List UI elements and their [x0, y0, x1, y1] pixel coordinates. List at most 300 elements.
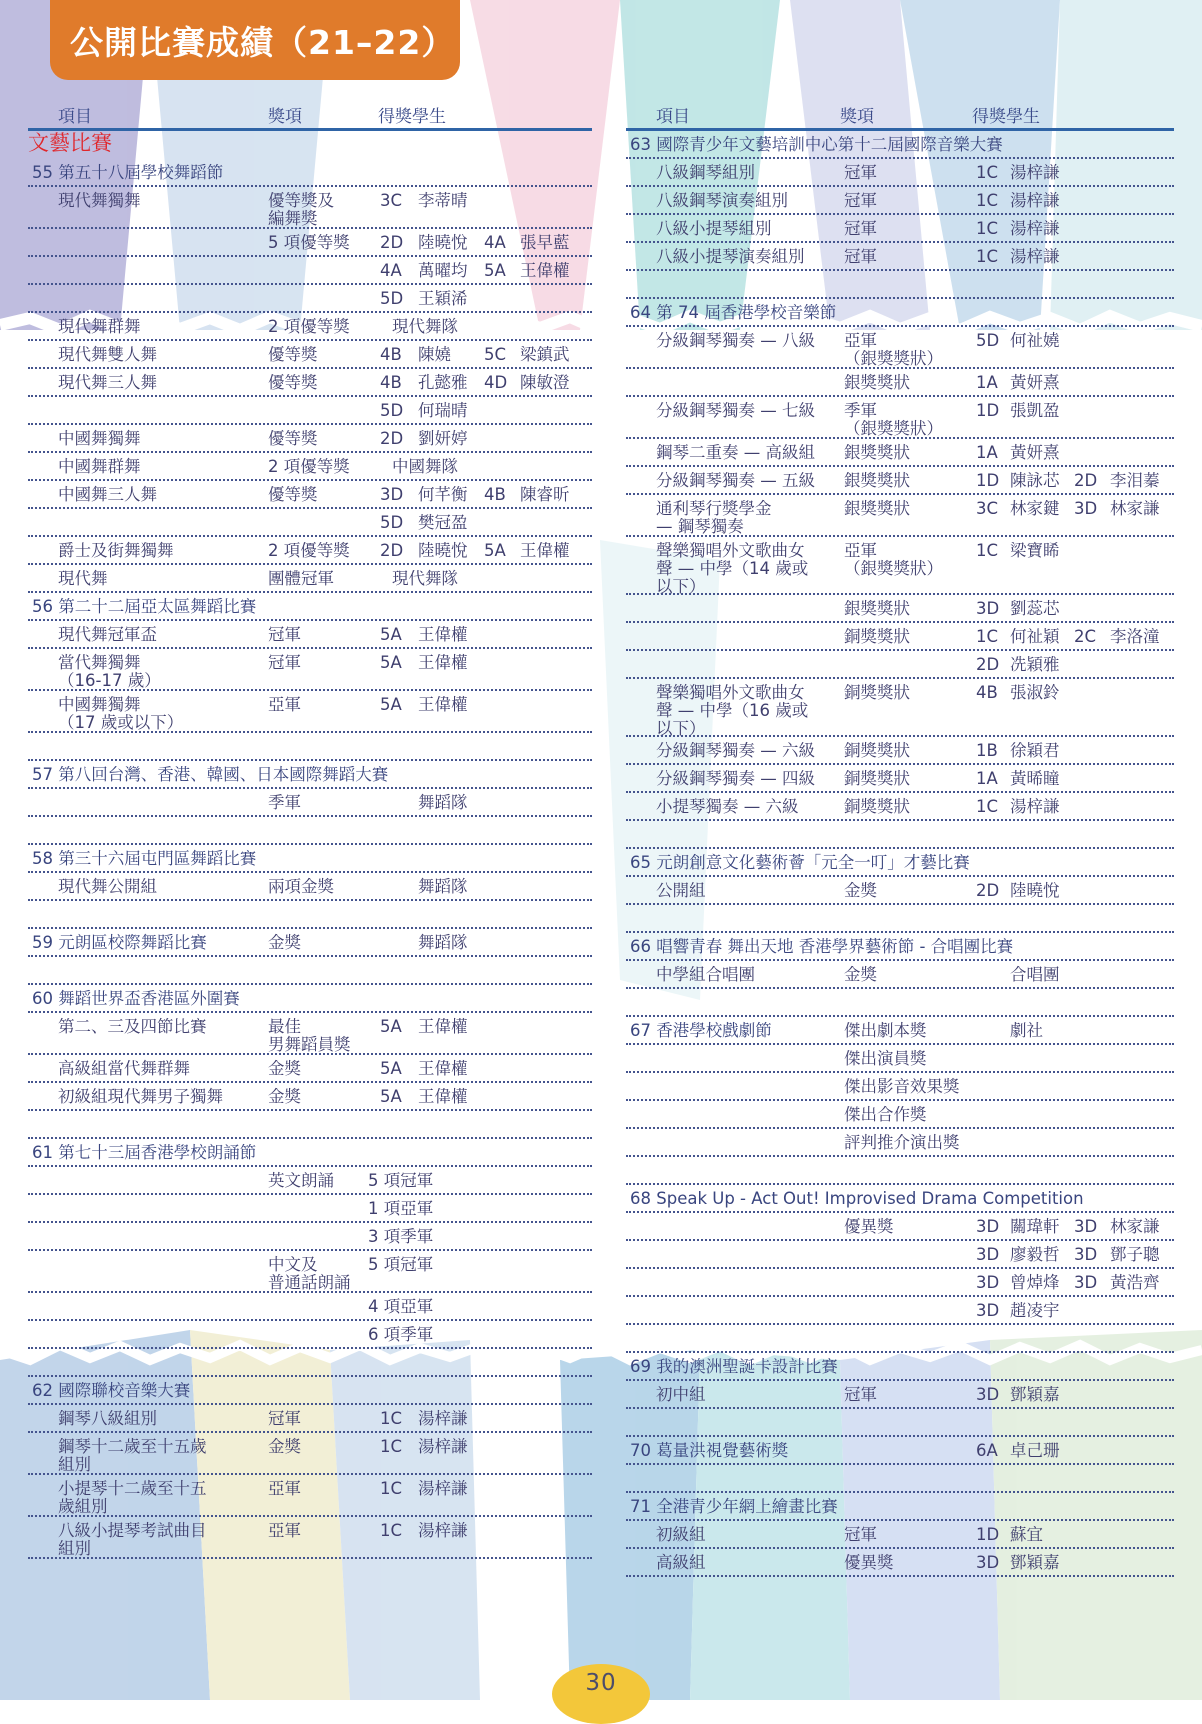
award-name: 優異獎	[844, 1553, 894, 1572]
result-row	[626, 397, 1174, 439]
student-name: 黃妍熹	[1010, 443, 1060, 462]
item-name: 中學組合唱團	[656, 965, 755, 984]
student-name: 王偉權	[418, 1059, 468, 1078]
award-count: 5 項冠軍	[368, 1255, 434, 1274]
result-row	[28, 453, 592, 481]
student-name: 王穎浠	[418, 289, 468, 308]
student-class: 3D	[976, 1553, 1000, 1572]
competition-name: 61 第七十三屆香港學校朗誦節	[32, 1143, 257, 1162]
award-name: 銀獎獎狀	[844, 471, 910, 490]
result-row	[28, 733, 592, 761]
award-name: 亞軍	[268, 1479, 301, 1498]
award-name: 團體冠軍	[268, 569, 334, 588]
award-name: 傑出合作獎	[844, 1105, 927, 1124]
result-row	[626, 793, 1174, 821]
competition-row	[28, 1139, 592, 1167]
student-name: 黃晞瞳	[1010, 769, 1060, 788]
result-row	[626, 961, 1174, 989]
student-class: 4B	[484, 485, 506, 504]
table-header	[28, 100, 592, 131]
award-name: 金獎	[268, 933, 301, 952]
result-row	[28, 481, 592, 509]
student-name: 陸曉悅	[1010, 881, 1060, 900]
header-item: 項目	[656, 107, 690, 127]
award-name: 英文朗誦	[268, 1171, 334, 1190]
student-name: 王偉權	[520, 261, 570, 280]
team-name: 舞蹈隊	[418, 877, 468, 896]
competition-name: 59 元朗區校際舞蹈比賽	[32, 933, 207, 952]
award-name: 傑出演員獎	[844, 1049, 927, 1068]
award-name: 兩項金獎	[268, 877, 334, 896]
result-row	[626, 595, 1174, 623]
student-class: 1C	[380, 1521, 403, 1540]
student-class: 4B	[380, 345, 402, 364]
student-class: 5A	[380, 1087, 402, 1106]
item-name: 高級組	[656, 1553, 706, 1572]
competition-row	[28, 929, 592, 957]
student-class: 5C	[484, 345, 507, 364]
student-class: 4A	[380, 261, 402, 280]
result-row	[626, 877, 1174, 905]
student-name: 何祉嬈	[1010, 331, 1060, 350]
competition-row	[28, 761, 592, 789]
student-name: 湯梓謙	[418, 1521, 468, 1540]
competition-name: 65 元朗創意文化藝術薈「元全一叮」才藝比賽	[630, 853, 970, 872]
student-name: 湯梓謙	[418, 1479, 468, 1498]
result-row	[626, 765, 1174, 793]
result-row	[28, 691, 592, 733]
result-row	[28, 1321, 592, 1349]
competition-name: 67 香港學校戲劇節	[630, 1021, 772, 1040]
student-name: 王偉權	[418, 695, 468, 714]
award-name: 傑出劇本獎	[844, 1021, 927, 1040]
result-row	[626, 159, 1174, 187]
student-name: 陳敏澄	[520, 373, 570, 392]
award-name: 亞軍	[268, 1521, 301, 1540]
student-class: 5A	[380, 625, 402, 644]
student-class: 1C	[976, 191, 999, 210]
competition-name: 69 我的澳洲聖誕卡設計比賽	[630, 1357, 838, 1376]
award-name: 2 項優等獎	[268, 317, 350, 336]
team-name: 現代舞隊	[392, 569, 458, 588]
award-name: 金獎	[268, 1059, 301, 1078]
competition-name: 57 第八回台灣、香港、韓國、日本國際舞蹈大賽	[32, 765, 389, 784]
student-name: 湯梓謙	[1010, 219, 1060, 238]
table-header	[626, 100, 1174, 131]
result-row	[28, 817, 592, 845]
student-class: 5D	[380, 289, 404, 308]
student-name: 鄧穎嘉	[1010, 1385, 1060, 1404]
award-name: 2 項優等獎	[268, 541, 350, 560]
item-name: 現代舞雙人舞	[58, 345, 157, 364]
student-class: 5A	[380, 1017, 402, 1036]
competition-name: 71 全港青少年網上繪畫比賽	[630, 1497, 838, 1516]
category-row	[28, 131, 592, 159]
left-column	[28, 100, 592, 1559]
student-class: 3D	[1074, 499, 1098, 518]
item-name: 小提琴獨奏 — 六級	[656, 797, 799, 816]
award-name: 季軍 （銀獎獎狀）	[844, 401, 943, 438]
result-row	[28, 509, 592, 537]
student-name: 萬曜均	[418, 261, 468, 280]
result-row	[626, 1297, 1174, 1325]
award-count: 4 項亞軍	[368, 1297, 434, 1316]
competition-name: 60 舞蹈世界盃香港區外圍賽	[32, 989, 240, 1008]
result-row	[28, 397, 592, 425]
award-count: 5 項冠軍	[368, 1171, 434, 1190]
student-name: 梁寶睎	[1010, 541, 1060, 560]
student-name: 王偉權	[418, 625, 468, 644]
student-class: 5D	[380, 401, 404, 420]
result-row	[28, 1349, 592, 1377]
header-item: 項目	[58, 107, 92, 127]
item-name: 八級小提琴演奏組別	[656, 247, 805, 266]
student-name: 孔懿雅	[418, 373, 468, 392]
competition-name: 55 第五十八屆學校舞蹈節	[32, 163, 224, 182]
result-row	[28, 1433, 592, 1475]
student-class: 2D	[380, 541, 404, 560]
item-name: 公開組	[656, 881, 706, 900]
student-class: 6A	[976, 1441, 998, 1460]
item-name: 現代舞公開組	[58, 877, 157, 896]
result-row	[28, 313, 592, 341]
student-class: 5D	[380, 513, 404, 532]
item-name: 高級組當代舞群舞	[58, 1059, 190, 1078]
competition-row	[626, 1493, 1174, 1521]
student-class: 3D	[1074, 1273, 1098, 1292]
award-name: 冠軍	[844, 1385, 877, 1404]
category-title: 文藝比賽	[28, 131, 112, 155]
student-class: 1A	[976, 769, 998, 788]
right-results-list	[626, 131, 1174, 1577]
result-row	[626, 271, 1174, 299]
award-name: 銀獎獎狀	[844, 499, 910, 518]
result-row	[28, 1405, 592, 1433]
page-title-tab	[50, 0, 460, 80]
student-name: 何祉穎	[1010, 627, 1060, 646]
student-name: 陳詠芯	[1010, 471, 1060, 490]
student-name: 王偉權	[418, 653, 468, 672]
student-class: 2D	[1074, 471, 1098, 490]
student-class: 1D	[976, 401, 1000, 420]
student-class: 3D	[1074, 1245, 1098, 1264]
student-class: 3D	[976, 1385, 1000, 1404]
student-class: 3D	[1074, 1217, 1098, 1236]
competition-row	[626, 131, 1174, 159]
result-row	[626, 623, 1174, 651]
student-class: 3D	[976, 599, 1000, 618]
result-row	[28, 257, 592, 285]
student-class: 5D	[976, 331, 1000, 350]
award-name: 銅獎獎狀	[844, 683, 910, 702]
student-class: 1C	[380, 1437, 403, 1456]
student-class: 4A	[484, 233, 506, 252]
award-name: 金獎	[844, 881, 877, 900]
item-name: 分級鋼琴獨奏 — 七級	[656, 401, 815, 420]
award-name: 傑出影音效果獎	[844, 1077, 960, 1096]
item-name: 中國舞獨舞 （17 歲或以下）	[58, 695, 184, 732]
item-name: 八級小提琴組別	[656, 219, 772, 238]
student-name: 李泪蓁	[1110, 471, 1160, 490]
student-name: 王偉權	[418, 1017, 468, 1036]
award-count: 6 項季軍	[368, 1325, 434, 1344]
award-name: 銅獎獎狀	[844, 797, 910, 816]
result-row	[626, 467, 1174, 495]
award-name: 亞軍	[268, 695, 301, 714]
result-row	[28, 873, 592, 901]
result-row	[626, 1073, 1174, 1101]
result-row	[626, 243, 1174, 271]
result-row	[626, 369, 1174, 397]
team-name: 劇社	[1010, 1021, 1043, 1040]
result-row	[28, 229, 592, 257]
student-class: 1C	[976, 627, 999, 646]
student-name: 劉蕊芯	[1010, 599, 1060, 618]
competition-row	[626, 1437, 1174, 1465]
student-class: 5A	[380, 1059, 402, 1078]
student-name: 黃浩齊	[1110, 1273, 1160, 1292]
result-row	[626, 187, 1174, 215]
award-name: 優等獎	[268, 373, 318, 392]
student-class: 1C	[976, 219, 999, 238]
result-row	[626, 905, 1174, 933]
award-name: 冠軍	[844, 219, 877, 238]
result-row	[626, 215, 1174, 243]
student-class: 1A	[976, 373, 998, 392]
item-name: 初級組現代舞男子獨舞	[58, 1087, 223, 1106]
item-name: 現代舞獨舞	[58, 191, 141, 210]
student-name: 湯梓謙	[1010, 797, 1060, 816]
result-row	[626, 1269, 1174, 1297]
header-students: 得獎學生	[972, 107, 1040, 127]
item-name: 分級鋼琴獨奏 — 八級	[656, 331, 815, 350]
competition-row	[626, 933, 1174, 961]
item-name: 聲樂獨唱外文歌曲女 聲 — 中學（14 歲或 以下）	[656, 541, 809, 596]
student-name: 冼穎雅	[1010, 655, 1060, 674]
student-class: 3D	[976, 1273, 1000, 1292]
competition-row	[28, 159, 592, 187]
student-name: 樊冠盈	[418, 513, 468, 532]
award-name: 金獎	[268, 1437, 301, 1456]
award-name: 金獎	[268, 1087, 301, 1106]
result-row	[626, 1241, 1174, 1269]
competition-row	[626, 1017, 1174, 1045]
result-row	[28, 369, 592, 397]
student-name: 李洛潼	[1110, 627, 1160, 646]
competition-row	[626, 299, 1174, 327]
right-column	[626, 100, 1174, 1577]
item-name: 鋼琴八級組別	[58, 1409, 157, 1428]
student-name: 林家謙	[1110, 499, 1160, 518]
student-name: 陳睿昕	[520, 485, 570, 504]
result-row	[626, 679, 1174, 737]
student-class: 1B	[976, 741, 998, 760]
student-name: 王偉權	[520, 541, 570, 560]
student-class: 1C	[976, 541, 999, 560]
award-name: 銀獎獎狀	[844, 373, 910, 392]
result-row	[28, 1195, 592, 1223]
student-class: 3D	[976, 1245, 1000, 1264]
student-class: 1A	[976, 443, 998, 462]
student-class: 3D	[976, 1301, 1000, 1320]
student-name: 林家謙	[1110, 1217, 1160, 1236]
item-name: 現代舞三人舞	[58, 373, 157, 392]
student-class: 3C	[380, 191, 403, 210]
competition-name: 58 第三十六屆屯門區舞蹈比賽	[32, 849, 257, 868]
result-row	[626, 1045, 1174, 1073]
item-name: 分級鋼琴獨奏 — 六級	[656, 741, 815, 760]
student-name: 湯梓謙	[418, 1437, 468, 1456]
competition-row	[626, 849, 1174, 877]
item-name: 初中組	[656, 1385, 706, 1404]
result-row	[626, 1409, 1174, 1437]
competition-name: 62 國際聯校音樂大賽	[32, 1381, 191, 1400]
result-row	[626, 737, 1174, 765]
student-name: 湯梓謙	[1010, 247, 1060, 266]
student-class: 1C	[976, 797, 999, 816]
award-name: 優等獎	[268, 429, 318, 448]
student-name: 張凱盈	[1010, 401, 1060, 420]
item-name: 鋼琴二重奏 — 高級組	[656, 443, 815, 462]
result-row	[28, 1013, 592, 1055]
award-count: 1 項亞軍	[368, 1199, 434, 1218]
award-name: 銅獎獎狀	[844, 769, 910, 788]
student-class: 5A	[484, 541, 506, 560]
left-results-list	[28, 159, 592, 1559]
page-title: 公開比賽成績（21–22）	[70, 22, 456, 62]
competition-row	[28, 845, 592, 873]
student-name: 何芊衡	[418, 485, 468, 504]
result-row	[626, 1465, 1174, 1493]
student-class: 1C	[976, 247, 999, 266]
result-row	[28, 285, 592, 313]
award-name: 金獎	[844, 965, 877, 984]
result-row	[626, 1325, 1174, 1353]
result-row	[28, 1475, 592, 1517]
result-row	[28, 1055, 592, 1083]
student-class: 4D	[484, 373, 508, 392]
student-class: 1D	[976, 1525, 1000, 1544]
result-row	[28, 1293, 592, 1321]
result-row	[28, 425, 592, 453]
item-name: 現代舞冠軍盃	[58, 625, 157, 644]
result-row	[28, 1223, 592, 1251]
result-row	[626, 1129, 1174, 1157]
award-name: 冠軍	[844, 163, 877, 182]
award-name: 冠軍	[844, 247, 877, 266]
result-row	[28, 901, 592, 929]
result-row	[28, 1517, 592, 1559]
student-class: 1C	[380, 1479, 403, 1498]
result-row	[626, 439, 1174, 467]
page-number: 30	[585, 1670, 617, 1696]
result-row	[626, 327, 1174, 369]
item-name: 第二、三及四節比賽	[58, 1017, 207, 1036]
award-name: 最佳 男舞蹈員獎	[268, 1017, 351, 1054]
item-name: 分級鋼琴獨奏 — 四級	[656, 769, 815, 788]
result-row	[626, 1521, 1174, 1549]
student-name: 張淑鈴	[1010, 683, 1060, 702]
team-name: 現代舞隊	[392, 317, 458, 336]
student-class: 5A	[484, 261, 506, 280]
student-name: 蘇宜	[1010, 1525, 1043, 1544]
student-name: 何瑞晴	[418, 401, 468, 420]
item-name: 分級鋼琴獨奏 — 五級	[656, 471, 815, 490]
result-row	[28, 187, 592, 229]
student-name: 湯梓謙	[1010, 163, 1060, 182]
award-name: 冠軍	[268, 1409, 301, 1428]
result-row	[28, 621, 592, 649]
student-name: 黃妍熹	[1010, 373, 1060, 392]
competition-row	[28, 593, 592, 621]
student-name: 陸曉悅	[418, 541, 468, 560]
student-class: 3C	[976, 499, 999, 518]
student-class: 5A	[380, 653, 402, 672]
item-name: 初級組	[656, 1525, 706, 1544]
header-students: 得獎學生	[378, 107, 446, 127]
award-name: 評判推介演出獎	[844, 1133, 960, 1152]
award-name: 銅獎獎狀	[844, 627, 910, 646]
student-name: 鄧子聰	[1110, 1245, 1160, 1264]
student-class: 2D	[976, 881, 1000, 900]
item-name: 小提琴十二歲至十五 歲組別	[58, 1479, 207, 1516]
award-name: 季軍	[268, 793, 301, 812]
award-name: 冠軍	[268, 653, 301, 672]
item-name: 中國舞群舞	[58, 457, 141, 476]
item-name: 鋼琴十二歲至十五歲 組別	[58, 1437, 207, 1474]
student-name: 湯梓謙	[418, 1409, 468, 1428]
team-name: 中國舞隊	[392, 457, 458, 476]
result-row	[626, 1157, 1174, 1185]
student-name: 陳嬈	[418, 345, 451, 364]
header-award: 獎項	[268, 107, 302, 127]
student-class: 2C	[1074, 627, 1097, 646]
result-row	[28, 1111, 592, 1139]
competition-row	[626, 1353, 1174, 1381]
result-row	[28, 957, 592, 985]
result-row	[626, 1549, 1174, 1577]
award-name: 亞軍 （銀獎獎狀）	[844, 541, 943, 578]
award-name: 優等獎	[268, 485, 318, 504]
result-row	[28, 1251, 592, 1293]
result-row	[626, 537, 1174, 595]
team-name: 舞蹈隊	[418, 793, 468, 812]
result-row	[28, 1167, 592, 1195]
item-name: 當代舞獨舞 （16-17 歲）	[58, 653, 161, 690]
award-name: 冠軍	[844, 1525, 877, 1544]
student-name: 湯梓謙	[1010, 191, 1060, 210]
competition-row	[28, 1377, 592, 1405]
item-name: 八級鋼琴組別	[656, 163, 755, 182]
student-name: 鄧穎嘉	[1010, 1553, 1060, 1572]
award-name: 2 項優等獎	[268, 457, 350, 476]
result-row	[626, 495, 1174, 537]
item-name: 通利琴行獎學金 — 鋼琴獨奏	[656, 499, 772, 536]
result-row	[626, 651, 1174, 679]
competition-name: 70 葛量洪視覺藝術獎	[630, 1441, 789, 1460]
award-name: 5 項優等獎	[268, 233, 350, 252]
result-row	[626, 1213, 1174, 1241]
award-name: 銀獎獎狀	[844, 599, 910, 618]
award-name: 亞軍 （銀獎獎狀）	[844, 331, 943, 368]
result-row	[626, 821, 1174, 849]
student-name: 王偉權	[418, 1087, 468, 1106]
student-name: 陸曉悅	[418, 233, 468, 252]
award-name: 冠軍	[268, 625, 301, 644]
student-class: 4B	[380, 373, 402, 392]
student-class: 2D	[976, 655, 1000, 674]
award-name: 銀獎獎狀	[844, 443, 910, 462]
